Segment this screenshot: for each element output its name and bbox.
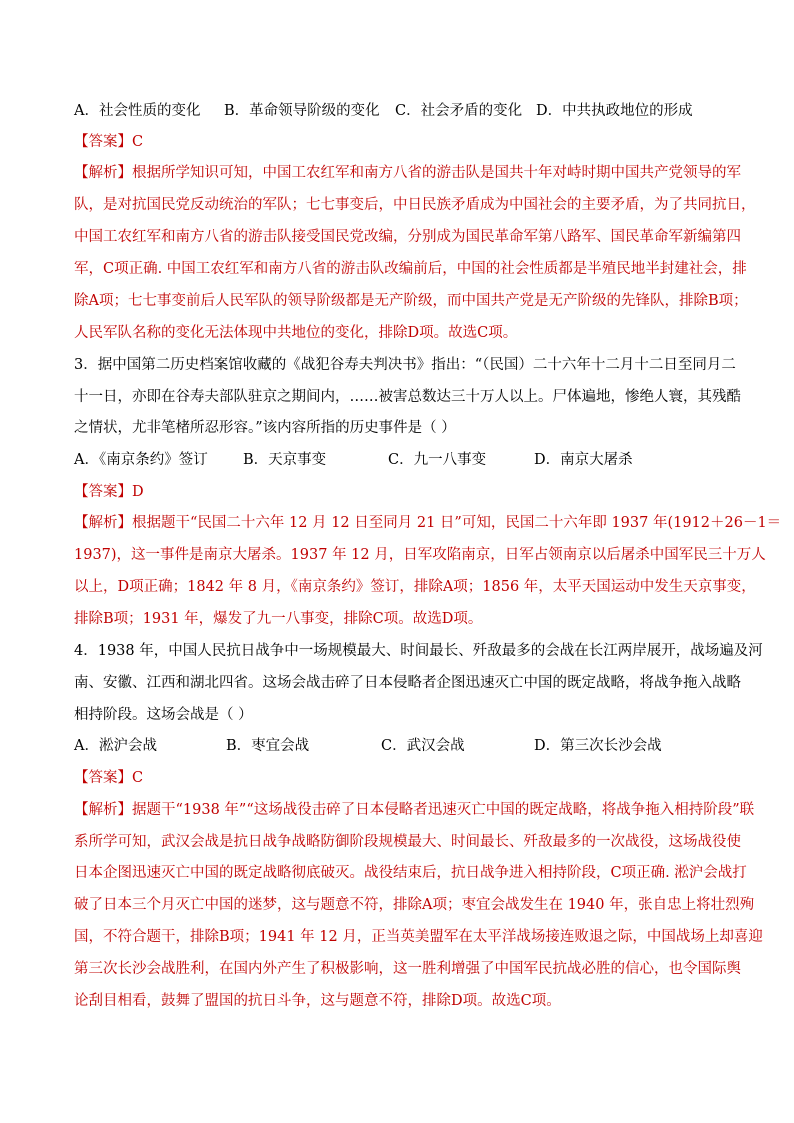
q3-analysis-line-4: 排除B项；1931 年，爆发了九一八事变，排除C项。故选D项。 [74, 611, 483, 627]
q2-analysis-line-3: 中国工农红军和南方八省的游击队接受国民党改编，分别成为国民革命军第八路军、国民革命军新编第四 [74, 229, 741, 245]
q2-option-a: A．社会性质的变化 [74, 103, 201, 119]
q3-option-c: C．九一八事变 [388, 452, 487, 468]
q2-analysis-line-1: 【解析】根据所学知识可知，中国工农红军和南方八省的游击队是国共十年对峙时期中国共产党领导的军 [74, 165, 741, 181]
q4-stem-line-3: 相持阶段。这场会战是（ ） [74, 707, 253, 723]
answer-value: C [132, 134, 144, 150]
answer-tag: 【答案】 [74, 484, 132, 500]
q3-answer [74, 485, 144, 500]
q4-option-d: D．第三次长沙会战 [534, 738, 662, 754]
q4-option-a: A．淞沪会战 [74, 738, 157, 754]
q3-stem-line-1: 3．据中国第二历史档案馆收藏的《战犯谷寿夫判决书》指出：“（民国）二十六年十二月十二日至同月二 [74, 357, 736, 373]
q3-analysis-line-1: 【解析】根据题干“民国二十六年 12 月 12 日至同月 21 日”可知，民国二十六年即 1937 年(1912＋26－1＝ [74, 515, 782, 531]
q4-option-b: B．枣宜会战 [226, 738, 310, 754]
q4-analysis-line-1: 【解析】据题干“1938 年”“这场战役击碎了日本侵略者迅速灭亡中国的既定战略，将战争拖入相持阶段”联 [74, 802, 755, 818]
q3-option-a: A．《南京条约》签订 [74, 452, 208, 468]
q4-stem-line-2: 南、安徽、江西和湖北四省。这场会战击碎了日本侵略者企图迅速灭亡中国的既定战略，将战争拖入战略 [74, 675, 741, 691]
q4-analysis-line-2: 系所学可知，武汉会战是抗日战争战略防御阶段规模最大、时间最长、歼敌最多的一次战役，这场战役使 [74, 834, 741, 850]
q2-analysis-line-6: 人民军队名称的变化无法体现中共地位的变化，排除D项。故选C项。 [74, 325, 518, 341]
q2-analysis-line-2: 队，是对抗国民党反动统治的军队；七七事变后，中日民族矛盾成为中国社会的主要矛盾，为了共同抗日， [74, 197, 756, 213]
q2-option-b: B．革命领导阶级的变化 [224, 103, 380, 119]
q2-option-d: D．中共执政地位的形成 [536, 103, 693, 119]
q2-analysis-line-4: 军，C项正确. 中国工农红军和南方八省的游击队改编前后，中国的社会性质都是半殖民地半封建社会，排 [74, 261, 747, 277]
answer-value: C [132, 770, 144, 786]
analysis-tag: 【解析】 [74, 165, 132, 181]
q4-analysis-line-3: 日本企图迅速灭亡中国的既定战略彻底破灭。战役结束后，抗日战争进入相持阶段，C项正确. 淞沪会战打 [74, 865, 747, 881]
q4-analysis-line-4: 破了日本三个月灭亡中国的迷梦，这与题意不符，排除A项；枣宜会战发生在 1940 年，张自忠上将壮烈殉 [74, 897, 755, 913]
q4-analysis-line-5: 国，不符合题干，排除B项；1941 年 12 月，正当英美盟军在太平洋战场接连败退之际，中国战场上却喜迎 [74, 929, 763, 945]
q3-stem-line-2: 十一日，亦即在谷寿夫部队驻京之期间内，……被害总数达三十万人以上。尸体遍地，惨绝人寰，其残酷 [74, 389, 741, 405]
q3-analysis-line-2: 1937)，这一事件是南京大屠杀。1937 年 12 月，日军攻陷南京，日军占领南京以后屠杀中国军民三十万人 [74, 547, 766, 563]
q3-option-d: D．南京大屠杀 [534, 452, 633, 468]
answer-tag: 【答案】 [74, 134, 132, 150]
answer-value: D [132, 484, 144, 500]
q4-analysis-line-6: 第三次长沙会战胜利，在国内外产生了积极影响，这一胜利增强了中国军民抗战必胜的信心，也令国际舆 [74, 961, 741, 977]
q4-analysis-line-7: 论刮目相看，鼓舞了盟国的抗日斗争，这与题意不符，排除D项。故选C项。 [74, 993, 561, 1009]
q3-option-b: B．天京事变 [243, 452, 327, 468]
analysis-tag: 【解析】 [74, 515, 132, 531]
q4-stem-line-1: 4．1938 年，中国人民抗日战争中一场规模最大、时间最长、歼敌最多的会战在长江两岸展开，战场遍及河 [74, 643, 763, 659]
answer-tag: 【答案】 [74, 770, 132, 786]
q2-option-c: C．社会矛盾的变化 [395, 103, 523, 119]
q3-analysis-line-3: 以上，D项正确；1842 年 8 月，《南京条约》签订，排除A项；1856 年，太平天国运动中发生天京事变， [74, 579, 756, 595]
q4-answer [74, 771, 143, 786]
q2-analysis-line-5: 除A项；七七事变前后人民军队的领导阶级都是无产阶级，而中国共产党是无产阶级的先锋队，排除B项； [74, 293, 748, 309]
q2-answer [74, 135, 143, 150]
q3-stem-line-3: 之情状，尤非笔楮所忍形容。”该内容所指的历史事件是（ ） [74, 420, 456, 436]
q4-option-c: C．武汉会战 [381, 738, 465, 754]
analysis-tag: 【解析】 [74, 802, 132, 818]
